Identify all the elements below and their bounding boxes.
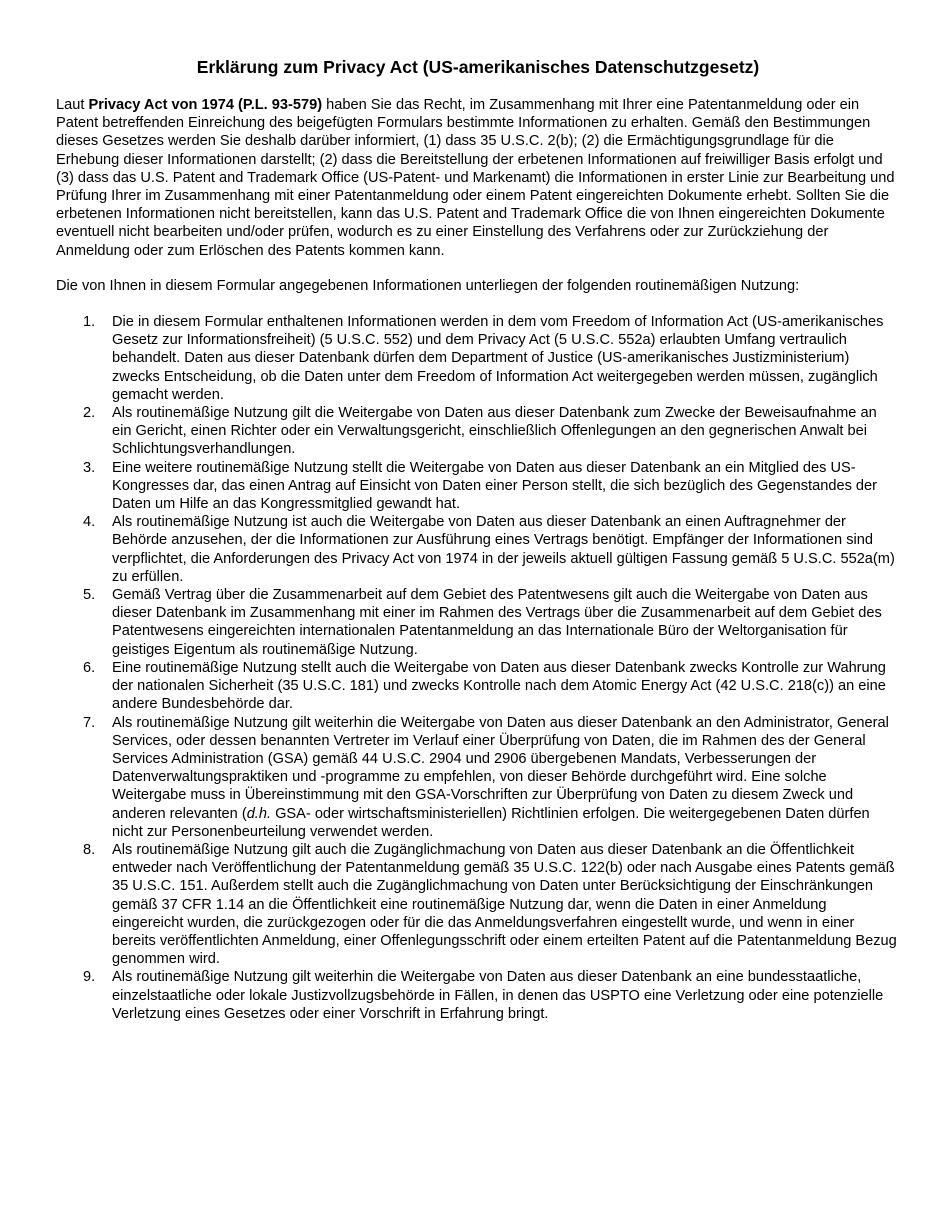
list-item-number: 4. (83, 514, 96, 531)
list-item-text: Gemäß Vertrag über die Zusammenarbeit auf dem Gebiet des Patentwesens gilt auch die Weitergabe von Daten aus dieser Datenbank im Zusammenhang mit einer im Rahmen des Vertrags über die Zusammenarbeit auf dem Gebiet des Patentwesens eingereichten internationalen Patentanmeldung an das Internationale Büro der Weltorganisation für geistiges Eigentum als routinemäßige Nutzung. (112, 587, 882, 658)
list-item (56, 313, 900, 404)
list-item (56, 714, 900, 841)
intro-act-reference: Privacy Act von 1974 (P.L. 93-579) (88, 97, 323, 113)
list-item (56, 659, 900, 714)
intro-paragraph (56, 96, 900, 260)
list-item (56, 513, 900, 586)
list-item (56, 841, 900, 968)
list-item (56, 586, 900, 659)
list-item-text: Die in diesem Formular enthaltenen Informationen werden in dem vom Freedom of Information Act (US-amerikanisches Gesetz zur Informationsfreiheit) (5 U.S.C. 552) und dem Privacy Act (5 U.S.C. 552a) erlaubten Umfang vertraulich behandelt. Daten aus dieser Datenbank dürfen dem Department of Justice (US-amerikanisches Justizministerium) zwecks Entscheidung, ob die Daten unter dem Freedom of Information Act weitergegeben werden müssen, zugänglich gemacht werden. (112, 314, 884, 403)
list-item-text: Als routinemäßige Nutzung gilt die Weitergabe von Daten aus dieser Datenbank zum Zwecke der Beweisaufnahme an ein Gericht, einen Richter oder ein Verwaltungsgericht, einschließlich Offenlegungen an den gegnerischen Anwalt bei Schlichtungsverhandlungen. (112, 405, 877, 458)
list-item (56, 968, 900, 1023)
intro-text: haben Sie das Recht, im Zusammenhang mit Ihrer eine Patentanmeldung oder ein Patent betreffenden Einreichung des beigefügten Formulars bestimmte Informationen zu erhalten. Gemäß den Bestimmungen dieses Gesetzes werden Sie deshalb darüber informiert, (1) dass 35 U.S.C. 2(b); (2) die Ermächtigungsgrundlage für die Erhebung dieser Informationen darstellt; (2) dass die Bereitstellung der erbetenen Informationen auf freiwilliger Basis erfolgt und (3) dass das U.S. Patent and Trademark Office (US-Patent- und Markenamt) die Informationen in erster Linie zur Bearbeitung und Prüfung Ihrer im Zusammenhang mit einer Patentanmeldung oder einem Patent eingereichten Dokumente erhebt. Sollten Sie die erbetenen Informationen nicht bereitstellen, kann das U.S. Patent and Trademark Office die von Ihnen eingereichten Dokumente eventuell nicht bearbeiten und/oder prüfen, wodurch es zu einer Einstellung des Verfahrens oder zur Zurückziehung der Anmeldung oder zum Erlöschen des Patents kommen kann. (56, 97, 895, 259)
list-item-text: Als routinemäßige Nutzung gilt auch die Zugänglichmachung von Daten aus dieser Datenbank an die Öffentlichkeit entweder nach Veröffentlichung der Patentanmeldung gemäß 35 U.S.C. 122(b) oder nach Ausgabe eines Patents gemäß 35 U.S.C. 151. Außerdem stellt auch die Zugänglichmachung von Daten unter Berücksichtigung der Einschränkungen gemäß 37 CFR 1.14 an die Öffentlichkeit eine routinemäßige Nutzung dar, wenn die Daten in einer Anmeldung eingereicht wurden, die zurückgezogen oder für die das Anmeldungsverfahren eingestellt wurde, und wenn in einer bereits veröffentlichten Anmeldung, einer Offenlegungsschrift oder einem erteilten Patent auf die Patentanmeldung Bezug genommen wird. (112, 841, 897, 968)
intro-prefix: Laut (56, 97, 89, 113)
list-item (56, 404, 900, 459)
list-item-number: 7. (83, 714, 96, 731)
list-item-italic: d.h. (246, 805, 272, 822)
list-item-number: 6. (83, 659, 96, 676)
list-item-number: 1. (83, 314, 96, 331)
list-item-number: 3. (83, 459, 96, 476)
list-item-text: Als routinemäßige Nutzung gilt weiterhin die Weitergabe von Daten aus dieser Datenbank an eine bundesstaatliche, einzelstaatliche oder lokale Justizvollzugsbehörde in Fällen, in denen das USPTO eine Verletzung oder eine potenzielle Verletzung eines Gesetzes oder einer Vorschrift in Erfahrung bringt. (112, 969, 884, 1022)
list-item-number: 2. (83, 405, 96, 422)
usage-lead-paragraph: Die von Ihnen in diesem Formular angegebenen Informationen unterliegen der folgenden routinemäßigen Nutzung: (56, 277, 800, 294)
document-title: Erklärung zum Privacy Act (US-amerikanisches Datenschutzgesetz) (196, 57, 760, 77)
routine-usage-list (56, 313, 900, 1023)
list-item-text: Eine weitere routinemäßige Nutzung stellt die Weitergabe von Daten aus dieser Datenbank an ein Mitglied des US-Kongresses dar, das einen Antrag auf Einsicht von Daten einer Person stellt, die sich bezüglich des Gegenstandes der Daten um Hilfe an das Kongressmitglied gewandt hat. (112, 459, 878, 513)
list-item-text-after: GSA- oder wirtschaftsministeriellen) Richtlinien erfolgen. Die weitergegebenen Daten dürfen nicht zur Personenbeurteilung verwendet werden. (112, 805, 870, 840)
document-page (56, 56, 900, 1023)
list-item-text: Als routinemäßige Nutzung ist auch die Weitergabe von Daten aus dieser Datenbank an einen Auftragnehmer der Behörde anzusehen, der die Informationen zur Ausführung eines Vertrags benötigt. Empfänger der Informationen sind verpflichtet, die Anforderungen des Privacy Act von 1974 in der jeweils aktuell gültigen Fassung gemäß 5 U.S.C. 552a(m) zu erfüllen. (112, 514, 895, 585)
list-item-text-before: Als routinemäßige Nutzung gilt weiterhin die Weitergabe von Daten aus dieser Datenbank an den Administrator, General Services, oder dessen benannten Vertreter im Verlauf einer Überprüfung von Daten, die im Rahmen des der General Services Administration (GSA) gemäß 44 U.S.C. 2904 und 2906 übergebenen Mandats, Verbesserungen der Datenverwaltungspraktiken und -programme zu empfehlen, von dieser Behörde durchgeführt wird. Eine solche Weitergabe muss in Übereinstimmung mit den GSA-Vorschriften zur Überprüfung von Daten zu diesem Zweck und anderen relevanten ( (112, 714, 889, 822)
list-item (56, 459, 900, 514)
list-item-text: Eine routinemäßige Nutzung stellt auch die Weitergabe von Daten aus dieser Datenbank zwecks Kontrolle zur Wahrung der nationalen Sicherheit (35 U.S.C. 181) und zwecks Kontrolle nach dem Atomic Energy Act (42 U.S.C. 218(c)) an eine andere Bundesbehörde dar. (112, 659, 886, 713)
list-item-number: 9. (83, 969, 96, 986)
list-item-number: 5. (83, 587, 96, 604)
list-item-number: 8. (83, 841, 96, 858)
